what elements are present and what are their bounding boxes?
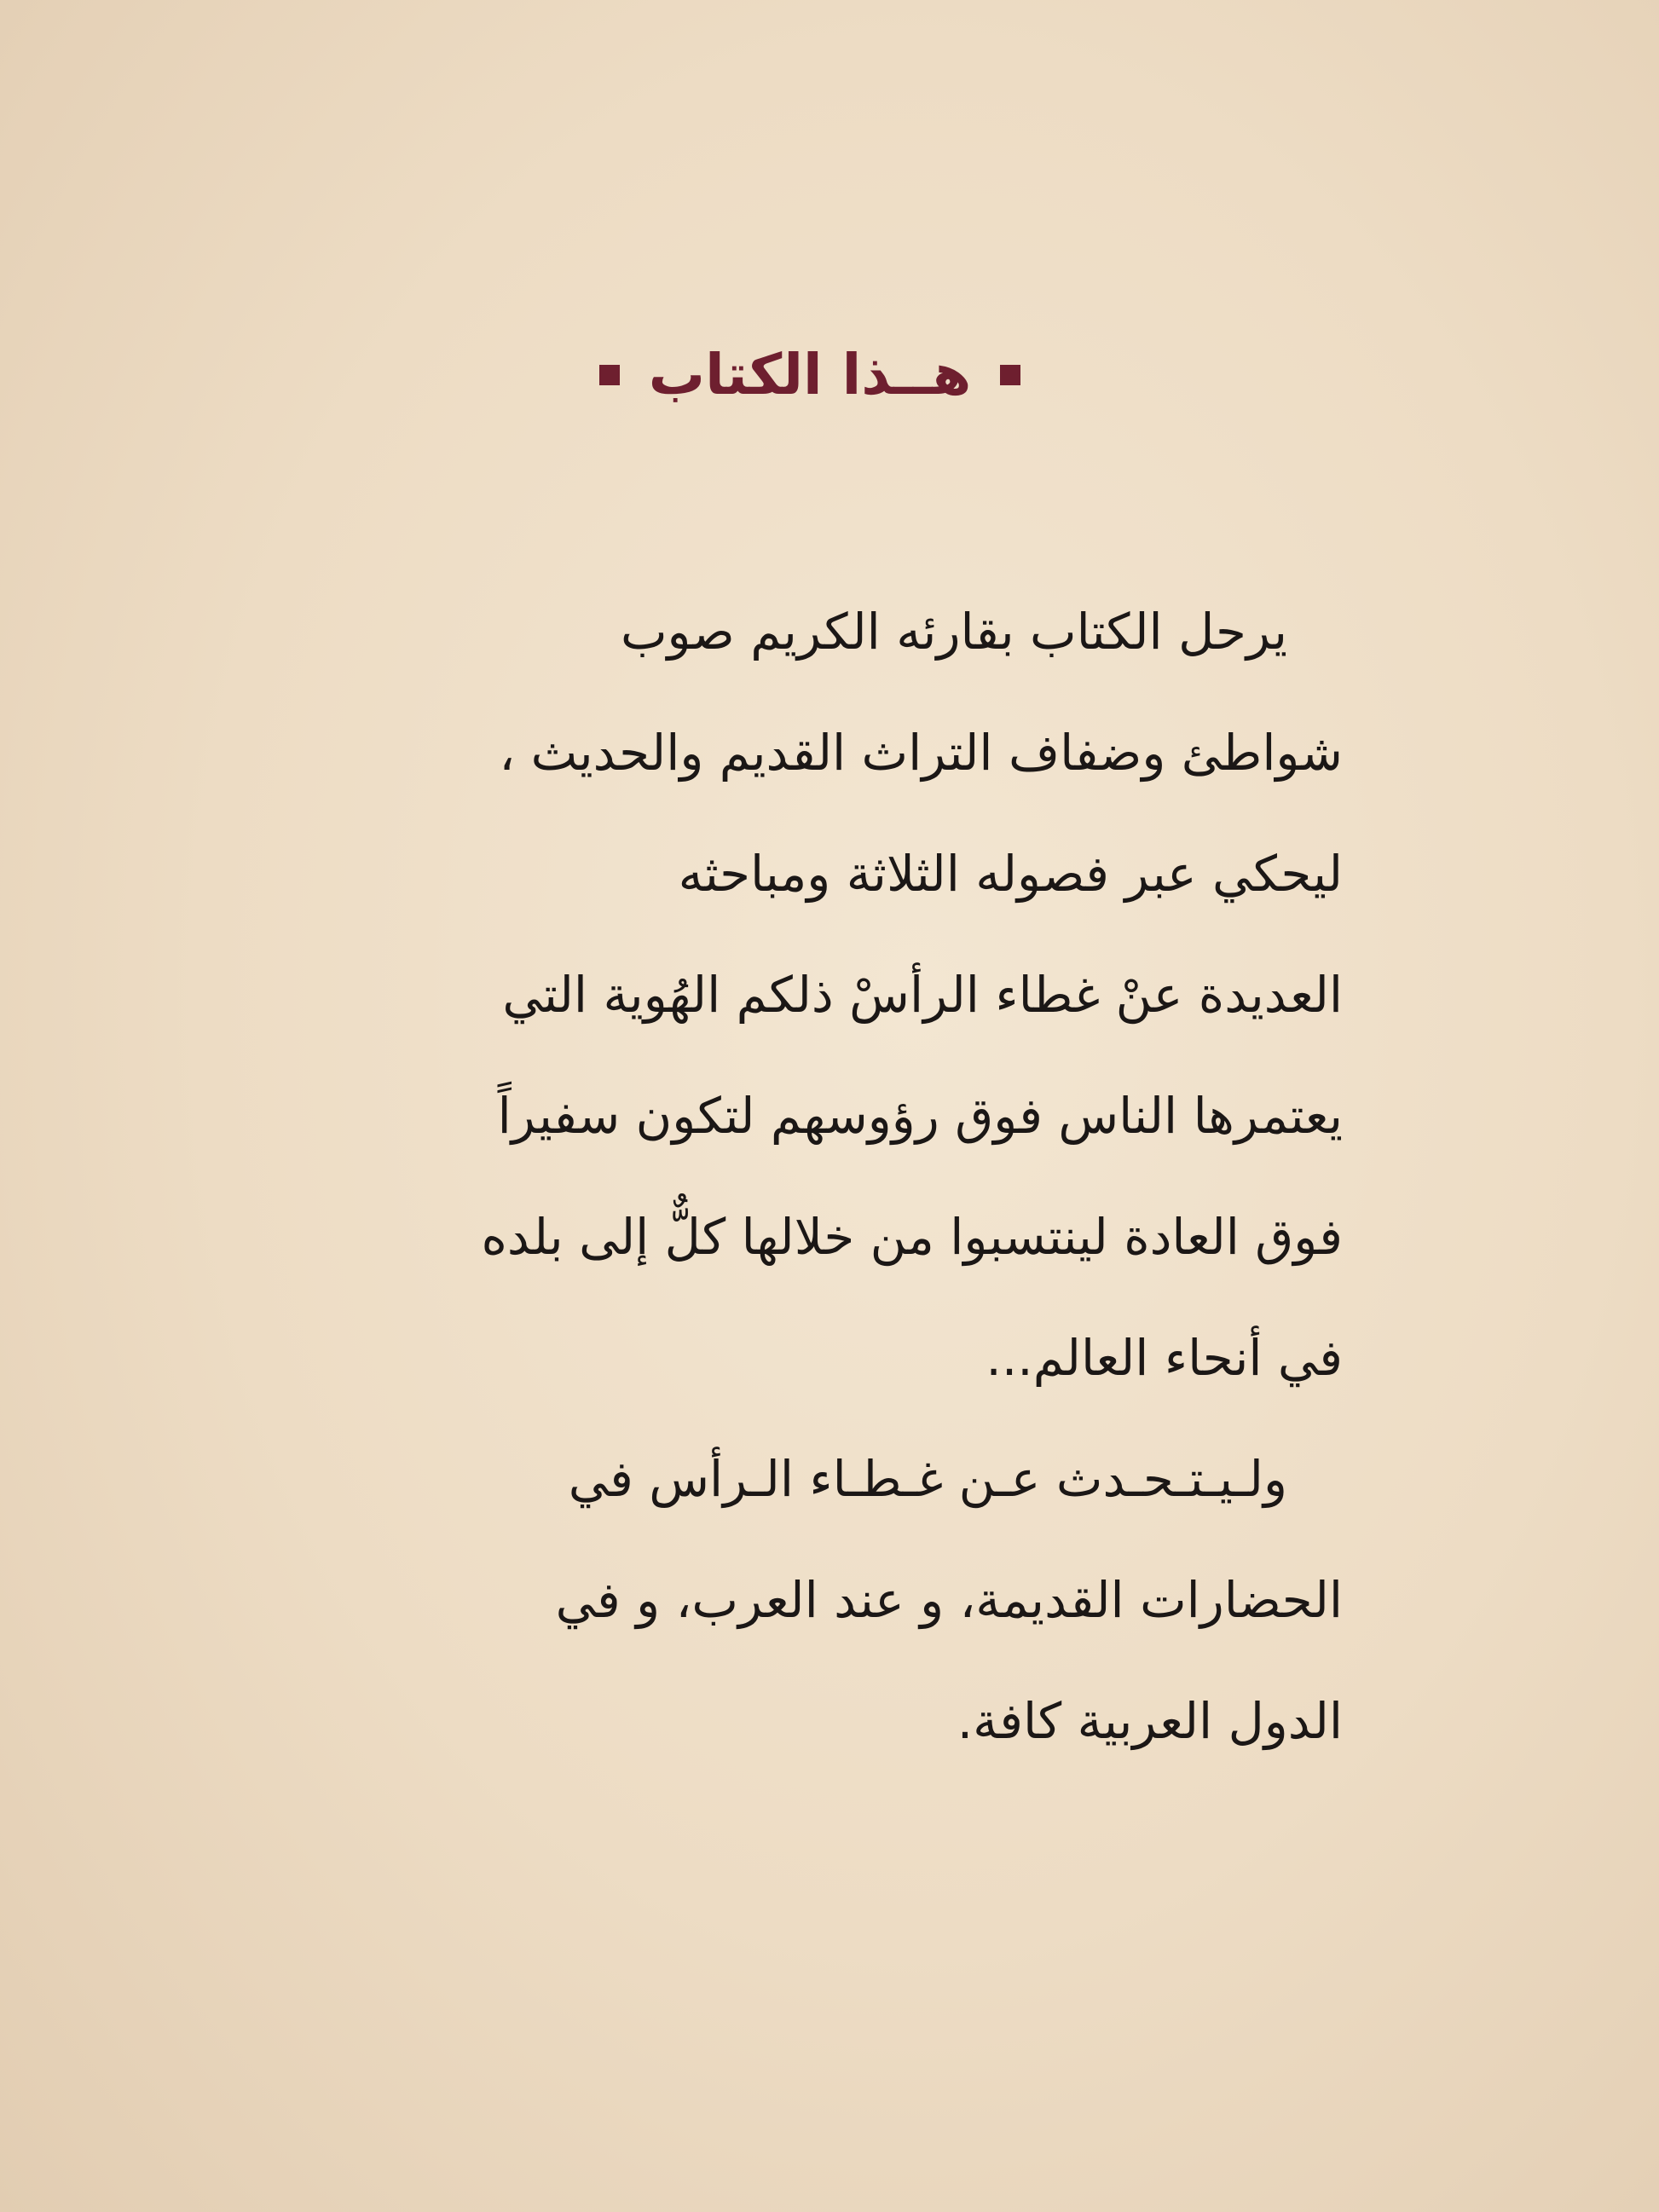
paragraph-1-line-6: فوق العادة لينتسبوا من خلالها كلٌّ إلى بلده (481, 1208, 1343, 1266)
paragraph-2-line-1: ولـيـتـحـدث عـن غـطـاء الـرأس في (568, 1450, 1287, 1508)
paragraph-2-line-2: الحضارات القديمة، و عند العرب، و في (555, 1571, 1343, 1629)
page-heading (512, 311, 1108, 439)
heading-bullet-left (599, 365, 620, 385)
paragraph-1-line-5: يعتمرها الناس فوق رؤوسهم لتكون سفيراً (497, 1087, 1343, 1145)
paragraph-1-line-3: ليحكي عبر فصوله الثلاثة ومباحثه (678, 845, 1343, 903)
heading-bullet-right (1000, 365, 1020, 385)
paragraph-1-line-7: في أنحاء العالم... (986, 1329, 1343, 1387)
paragraph-1-line-4: العديدة عنْ غطاء الرأسْ ذلكم الهُوية التي (502, 966, 1343, 1024)
paragraph-1-line-2: شواطئ وضفاف التراث القديم والحديث ، (499, 724, 1343, 782)
paragraph-2-line-3: الدول العربية كافة. (957, 1692, 1343, 1750)
heading-title: هــذا الكتاب (648, 342, 972, 407)
book-description (307, 571, 1343, 1782)
paragraph-1-line-1: يرحل الكتاب بقارئه الكريم صوب (620, 603, 1287, 661)
